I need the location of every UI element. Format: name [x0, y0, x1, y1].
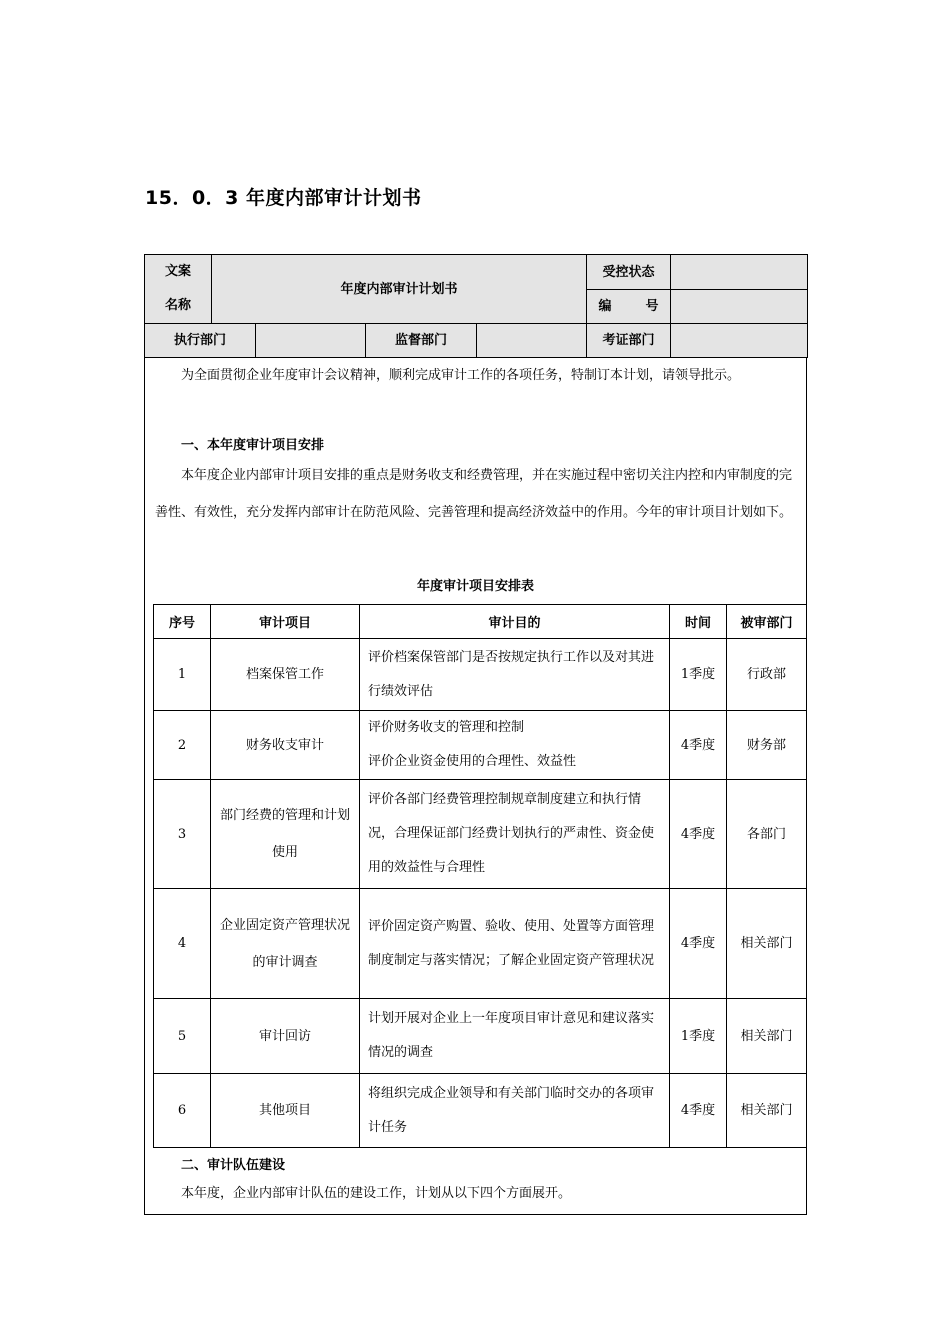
- row-dept: 相关部门: [727, 999, 807, 1074]
- section-2-paragraph: 本年度，企业内部审计队伍的建设工作，计划从以下四个方面展开。: [181, 1186, 572, 1201]
- row-purpose: 评价各部门经费管理控制规章制度建立和执行情况，合理保证部门经费计划执行的严肃性、资金使用的效益性与合理性: [360, 780, 670, 889]
- table-caption: 年度审计项目安排表: [416, 579, 534, 594]
- table-row: [154, 711, 807, 780]
- number-label: 编 号: [587, 290, 671, 324]
- row-no: 3: [154, 780, 211, 889]
- verify-dept-value[interactable]: [671, 324, 808, 358]
- audit-plan-table: [153, 604, 807, 1148]
- row-project: 审计回访: [211, 999, 360, 1074]
- intro-paragraph: 为全面贯彻企业年度审计会议精神，顺利完成审计工作的各项任务，特制订本计划，请领导批示。: [181, 368, 741, 383]
- row-project: 企业固定资产管理状况的审计调查: [211, 889, 360, 999]
- row-purpose: 评价档案保管部门是否按规定执行工作以及对其进行绩效评估: [360, 639, 670, 711]
- section-2-title: 二、审计队伍建设: [181, 1158, 286, 1173]
- verify-dept-label: 考证部门: [587, 324, 671, 358]
- row-project: 其他项目: [211, 1074, 360, 1148]
- col-header-purpose: 审计目的: [360, 605, 670, 639]
- row-purpose: 评价财务收支的管理和控制 评价企业资金使用的合理性、效益性: [360, 711, 670, 780]
- row-no: 5: [154, 999, 211, 1074]
- exec-dept-value[interactable]: [256, 324, 366, 358]
- row-project: 部门经费的管理和计划使用: [211, 780, 360, 889]
- doc-name-value: 年度内部审计计划书: [212, 255, 587, 324]
- table-row: [154, 780, 807, 889]
- row-no: 6: [154, 1074, 211, 1148]
- row-purpose: 将组织完成企业领导和有关部门临时交办的各项审计任务: [360, 1074, 670, 1148]
- table-body: [154, 639, 807, 1148]
- row-no: 1: [154, 639, 211, 711]
- row-time: 4季度: [670, 711, 727, 780]
- row-dept: 相关部门: [727, 889, 807, 999]
- row-dept: 相关部门: [727, 1074, 807, 1148]
- document-header-table: [144, 254, 808, 358]
- row-dept: 行政部: [727, 639, 807, 711]
- control-status-label: 受控状态: [587, 255, 671, 290]
- col-header-time: 时间: [670, 605, 727, 639]
- section-1-paragraph: 本年度企业内部审计项目安排的重点是财务收支和经费管理，并在实施过程中密切关注内控和内审制度的完善性、有效性，充分发挥内部审计在防范风险、完善管理和提高经济效益中的作用。今年的审计项目计划如下。: [155, 468, 793, 520]
- doc-name-label: 文案 名称: [145, 255, 212, 324]
- row-project: 档案保管工作: [211, 639, 360, 711]
- table-row: [154, 1074, 807, 1148]
- section-1-title: 一、本年度审计项目安排: [181, 438, 325, 453]
- plan-body: [144, 357, 807, 1215]
- row-time: 4季度: [670, 1074, 727, 1148]
- row-purpose: 计划开展对企业上一年度项目审计意见和建议落实情况的调查: [360, 999, 670, 1074]
- row-project: 财务收支审计: [211, 711, 360, 780]
- table-row: [154, 889, 807, 999]
- row-time: 4季度: [670, 889, 727, 999]
- page-title: 15．0．3 年度内部审计计划书: [145, 187, 422, 209]
- row-no: 4: [154, 889, 211, 999]
- col-header-no: 序号: [154, 605, 211, 639]
- exec-dept-label: 执行部门: [145, 324, 256, 358]
- row-time: 1季度: [670, 999, 727, 1074]
- row-purpose: 评价固定资产购置、验收、使用、处置等方面管理制度制定与落实情况；了解企业固定资产管理状况: [360, 889, 670, 999]
- number-value[interactable]: [671, 290, 808, 324]
- row-time: 1季度: [670, 639, 727, 711]
- row-no: 2: [154, 711, 211, 780]
- supervise-dept-label: 监督部门: [366, 324, 477, 358]
- control-status-value[interactable]: [671, 255, 808, 290]
- col-header-project: 审计项目: [211, 605, 360, 639]
- row-dept: 财务部: [727, 711, 807, 780]
- table-row: [154, 639, 807, 711]
- row-time: 4季度: [670, 780, 727, 889]
- row-dept: 各部门: [727, 780, 807, 889]
- col-header-dept: 被审部门: [727, 605, 807, 639]
- supervise-dept-value[interactable]: [477, 324, 587, 358]
- table-row: [154, 999, 807, 1074]
